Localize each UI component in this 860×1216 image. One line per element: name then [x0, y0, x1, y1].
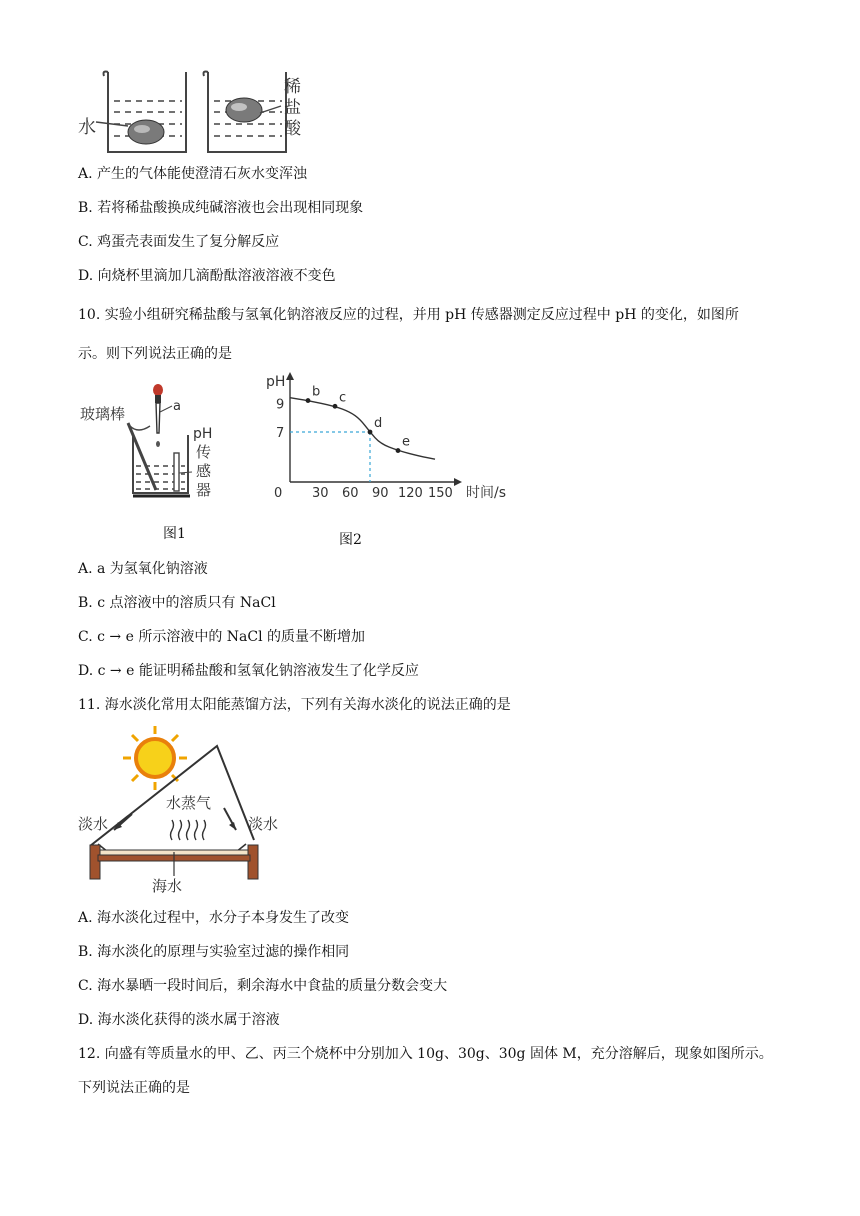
x-axis-label: 时间/s: [466, 485, 507, 501]
label-fresh-right: 淡水: [248, 815, 279, 833]
q11-option-c: C. 海水暴晒一段时间后，剩余海水中食盐的质量分数会变大: [78, 978, 448, 994]
data-point-d: [368, 430, 373, 435]
q11-option-a: A. 海水淡化过程中，水分子本身发生了改变: [78, 910, 350, 926]
label-sensor-1: 传: [196, 443, 212, 461]
x-axis-arrow: [454, 478, 462, 486]
ph-sensor-icon: [174, 453, 179, 491]
y-axis-label: pH: [266, 374, 286, 390]
q9-option-d: D. 向烧杯里滴加几滴酚酞溶液溶液不变色: [78, 268, 336, 284]
data-point-label-c: c: [339, 390, 347, 406]
dropper-icon: [153, 384, 163, 447]
label-sensor-3: 器: [196, 481, 212, 499]
q9-option-a: A. 产生的气体能使澄清石灰水变浑浊: [78, 166, 308, 182]
label-sensor-2: 感: [196, 462, 212, 480]
q11-option-b: B. 海水淡化的原理与实验室过滤的操作相同: [78, 944, 350, 960]
data-point-label-b: b: [312, 384, 321, 400]
label-glass-rod: 玻璃棒: [80, 405, 126, 423]
ph-curve: [290, 398, 435, 459]
q10-option-a: A. a 为氢氧化钠溶液: [78, 561, 208, 577]
q10-option-b: B. c 点溶液中的溶质只有 NaCl: [78, 595, 276, 611]
figure2-caption: 图2: [339, 532, 362, 548]
label-vapor: 水蒸气: [166, 794, 212, 812]
x-tick-label: 120: [398, 486, 423, 501]
x-tick-label: 90: [372, 486, 389, 501]
data-point-e: [396, 448, 401, 453]
x-tick-label: 60: [342, 486, 359, 501]
q9-option-b: B. 若将稀盐酸换成纯碱溶液也会出现相同现象: [78, 200, 364, 216]
q10-stem-line2: 示。则下列说法正确的是: [78, 346, 232, 362]
x-tick-label: 150: [428, 486, 453, 501]
beaker-icon: [133, 435, 188, 493]
q11-stem: 11. 海水淡化常用太阳能蒸馏方法，下列有关海水淡化的说法正确的是: [78, 697, 511, 713]
label-acid-2: 盐: [284, 98, 301, 118]
x-tick-label: 30: [312, 486, 329, 501]
y-tick-label: 7: [276, 426, 285, 441]
q10-option-c: C. c → e 所示溶液中的 NaCl 的质量不断增加: [78, 629, 366, 645]
label-acid-1: 稀: [284, 77, 301, 97]
data-point-b: [306, 398, 311, 403]
y-tick-label: 9: [276, 397, 285, 413]
data-point-label-d: d: [374, 416, 383, 431]
sun-icon: [123, 726, 187, 790]
q9-option-c: C. 鸡蛋壳表面发生了复分解反应: [78, 234, 280, 250]
label-dropper-a: a: [173, 399, 181, 414]
q10-stem-line1: 10. 实验小组研究稀盐酸与氢氧化钠溶液反应的过程，并用 pH 传感器测定反应过程中 pH 的变化，如图所: [78, 307, 739, 323]
solar-desalination-figure: [78, 726, 288, 896]
data-point-label-e: e: [402, 434, 410, 450]
beakers-egg-figure: [78, 64, 318, 159]
q10-option-d: D. c → e 能证明稀盐酸和氢氧化钠溶液发生了化学反应: [78, 663, 419, 679]
label-acid-3: 酸: [284, 119, 301, 139]
q11-option-d: D. 海水淡化获得的淡水属于溶液: [78, 1012, 280, 1028]
y-axis-arrow: [286, 372, 294, 380]
figure1-caption: 图1: [163, 526, 186, 542]
q12-stem-line1: 12. 向盛有等质量水的甲、乙、丙三个烧杯中分别加入 10g、30g、30g 固体 M，充分溶解后，现象如图所示。: [78, 1046, 773, 1062]
label-sea: 海水: [152, 877, 183, 895]
q12-stem-line2: 下列说法正确的是: [78, 1080, 190, 1096]
data-point-c: [333, 404, 338, 409]
ph-chart: [258, 368, 507, 504]
x-tick-label: 0: [274, 486, 283, 501]
label-ph: pH: [193, 426, 213, 442]
label-fresh-left: 淡水: [78, 815, 109, 833]
ph-experiment-figure: [78, 378, 238, 503]
label-water: 水: [78, 117, 96, 138]
